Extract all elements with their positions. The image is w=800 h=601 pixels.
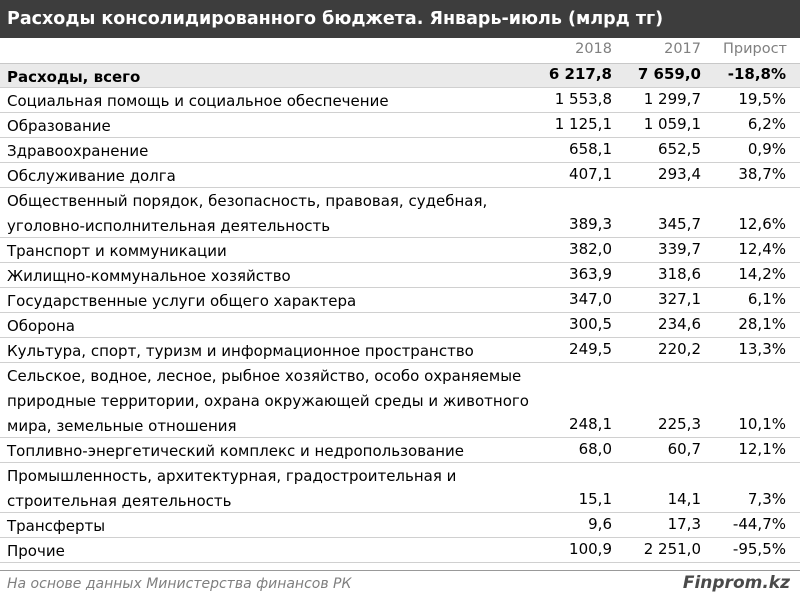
value-2018: 100,9 <box>569 540 612 558</box>
value-growth: 0,9% <box>747 140 786 158</box>
value-2018: 68,0 <box>578 440 612 458</box>
value-2017: 7 659,0 <box>637 65 701 83</box>
table-row <box>0 363 800 438</box>
value-2018: 1 553,8 <box>554 90 612 108</box>
value-2017: 339,7 <box>658 240 701 258</box>
row-label: Здравоохранение <box>7 142 149 160</box>
row-label: Культура, спорт, туризм и информационное пространство <box>7 342 474 360</box>
row-label: Общественный порядок, безопасность, правовая, судебная, уголовно-исполнительная деятельность <box>7 192 488 235</box>
table-title: Расходы консолидированного бюджета. Январь-июль (млрд тг) <box>0 0 800 38</box>
value-growth: 28,1% <box>738 315 786 333</box>
value-growth: 6,2% <box>747 115 786 133</box>
value-2017: 1 059,1 <box>643 115 701 133</box>
row-label: Сельское, водное, лесное, рыбное хозяйство, особо охраняемые природные территории, охрана окружающей среды и животного мира, земельные отношения <box>7 367 529 435</box>
source-note: На основе данных Министерства финансов РК <box>7 576 352 592</box>
table-row <box>0 338 800 363</box>
row-label: Государственные услуги общего характера <box>7 292 357 310</box>
value-2018: 347,0 <box>569 290 612 308</box>
table-row <box>0 438 800 463</box>
value-2017: 225,3 <box>658 415 701 433</box>
value-2017: 17,3 <box>667 515 701 533</box>
row-label: Транспорт и коммуникации <box>7 242 227 260</box>
table-row <box>0 113 800 138</box>
value-growth: 7,3% <box>747 490 786 508</box>
table-row <box>0 263 800 288</box>
value-2017: 345,7 <box>658 215 701 233</box>
value-2018: 363,9 <box>569 265 612 283</box>
row-label: Жилищно-коммунальное хозяйство <box>7 267 291 285</box>
value-2017: 60,7 <box>667 440 701 458</box>
row-label: Промышленность, архитектурная, градостроительная и строительная деятельность <box>7 467 457 510</box>
table-row <box>0 538 800 563</box>
value-growth: 6,1% <box>747 290 786 308</box>
value-growth: 12,1% <box>738 440 786 458</box>
value-2018: 407,1 <box>569 165 612 183</box>
value-growth: 12,4% <box>738 240 786 258</box>
value-growth: 38,7% <box>738 165 786 183</box>
value-2017: 293,4 <box>658 165 701 183</box>
value-2018: 9,6 <box>588 515 612 533</box>
row-label: Топливно-энергетический комплекс и недропользование <box>7 442 465 460</box>
value-2017: 318,6 <box>658 265 701 283</box>
value-growth: -44,7% <box>732 515 786 533</box>
value-2017: 327,1 <box>658 290 701 308</box>
column-header-2018: 2018 <box>575 41 612 57</box>
value-2017: 220,2 <box>658 340 701 358</box>
row-label: Прочие <box>7 542 65 560</box>
table-row <box>0 288 800 313</box>
value-2018: 6 217,8 <box>548 65 612 83</box>
table-row <box>0 463 800 513</box>
value-2018: 389,3 <box>569 215 612 233</box>
value-2018: 382,0 <box>569 240 612 258</box>
row-label: Трансферты <box>7 517 106 535</box>
footer <box>0 570 800 601</box>
column-header-row <box>0 38 800 63</box>
value-2018: 1 125,1 <box>554 115 612 133</box>
value-growth: 19,5% <box>738 90 786 108</box>
table-row <box>0 63 800 88</box>
value-2017: 1 299,7 <box>643 90 701 108</box>
column-header-2017: 2017 <box>664 41 701 57</box>
value-growth: 12,6% <box>738 215 786 233</box>
table-row <box>0 188 800 238</box>
brand-logo-text: Finprom.kz <box>682 573 790 593</box>
value-2018: 248,1 <box>569 415 612 433</box>
row-label: Социальная помощь и социальное обеспечение <box>7 92 389 110</box>
value-growth: -18,8% <box>727 65 786 83</box>
row-label: Оборона <box>7 317 75 335</box>
value-2018: 249,5 <box>569 340 612 358</box>
row-label: Образование <box>7 117 111 135</box>
value-growth: 13,3% <box>738 340 786 358</box>
table-row <box>0 513 800 538</box>
value-2017: 14,1 <box>667 490 701 508</box>
value-2018: 15,1 <box>578 490 612 508</box>
row-label: Обслуживание долга <box>7 167 176 185</box>
table-row <box>0 313 800 338</box>
value-2018: 300,5 <box>569 315 612 333</box>
table-row <box>0 88 800 113</box>
value-2017: 2 251,0 <box>643 540 701 558</box>
table-row <box>0 238 800 263</box>
table-row <box>0 138 800 163</box>
value-growth: 10,1% <box>738 415 786 433</box>
value-2018: 658,1 <box>569 140 612 158</box>
value-2017: 234,6 <box>658 315 701 333</box>
value-growth: 14,2% <box>738 265 786 283</box>
value-2017: 652,5 <box>658 140 701 158</box>
table-row <box>0 163 800 188</box>
value-growth: -95,5% <box>732 540 786 558</box>
column-header-growth: Прирост <box>722 41 787 57</box>
row-label: Расходы, всего <box>7 68 141 86</box>
